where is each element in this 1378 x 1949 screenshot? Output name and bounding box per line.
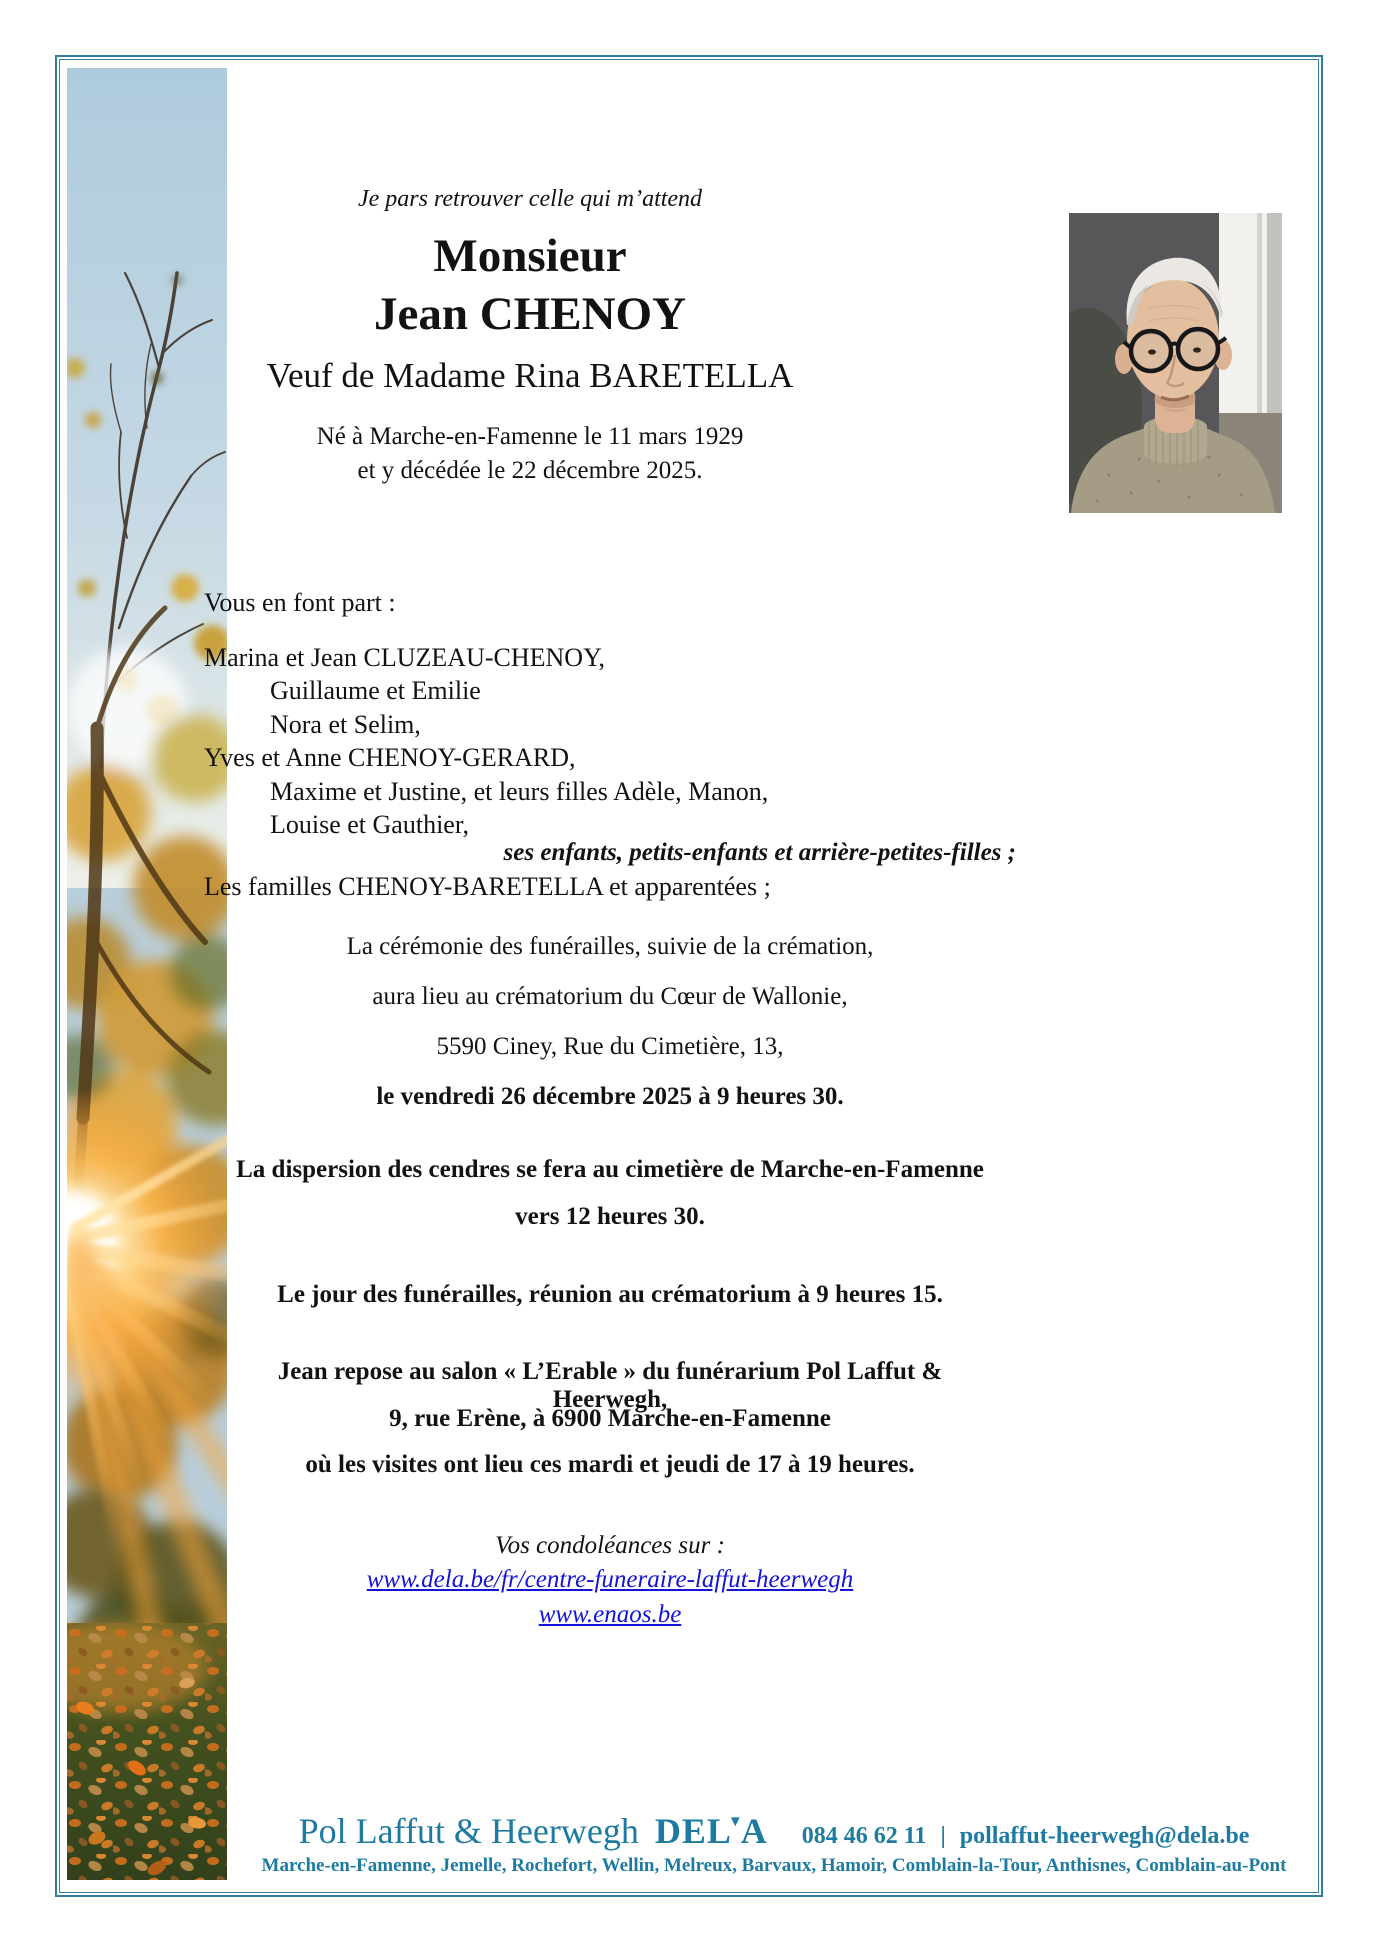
dela-triangle-mark: ▼ bbox=[727, 1814, 744, 1830]
condolence-link-row bbox=[230, 1566, 990, 1594]
death-line: et y décédée le 22 décembre 2025. bbox=[357, 457, 703, 484]
condolences-label: Vos condoléances sur : bbox=[495, 1532, 725, 1559]
ceremony-line-2: aura lieu au crématorium du Cœur de Wallonie, bbox=[372, 983, 848, 1010]
ceremony-date-line: le vendredi 26 décembre 2025 à 9 heures 30. bbox=[376, 1083, 844, 1110]
repose-line-1: Jean repose au salon « L’Erable » du funérarium Pol Laffut & Heerwegh, bbox=[277, 1358, 943, 1413]
autumn-photo-strip bbox=[67, 68, 227, 1880]
autumn-photo-art bbox=[67, 68, 227, 1880]
reunion-line: Le jour des funérailles, réunion au crématorium à 9 heures 15. bbox=[277, 1281, 943, 1308]
portrait-photo bbox=[1069, 213, 1282, 513]
family-member-line: Guillaume et Emilie bbox=[270, 676, 481, 705]
condolence-link-dela[interactable]: www.dela.be/fr/centre-funeraire-laffut-heerwegh bbox=[366, 1566, 854, 1593]
memorial-quote: Je pars retrouver celle qui m’attend bbox=[357, 186, 703, 212]
deceased-name: Jean CHENOY bbox=[373, 288, 687, 340]
condolence-link-row bbox=[230, 1601, 990, 1629]
civility-title: Monsieur bbox=[433, 230, 627, 282]
dispersion-line-1: La dispersion des cendres se fera au cimetière de Marche-en-Famenne bbox=[236, 1156, 984, 1183]
family-closing-line: ses enfants, petits-enfants et arrière-petites-filles ; bbox=[503, 839, 1016, 866]
repose-line-2: 9, rue Erène, à 6900 Marche-en-Famenne bbox=[389, 1405, 831, 1432]
dispersion-line-2: vers 12 heures 30. bbox=[515, 1203, 705, 1230]
footer-brand-line bbox=[229, 1810, 1319, 1852]
family-member-line: Maxime et Justine, et leurs filles Adèle, Manon, bbox=[270, 777, 769, 806]
related-families-line: Les familles CHENOY-BARETELLA et apparentées ; bbox=[204, 872, 771, 901]
spouse-line: Veuf de Madame Rina BARETELLA bbox=[266, 356, 794, 395]
footer-cities: Marche-en-Famenne, Jemelle, Rochefort, Wellin, Melreux, Barvaux, Hamoir, Comblain-la-Tour, Anthisnes, Comblain-au-Pont bbox=[261, 1855, 1287, 1876]
birth-line: Né à Marche-en-Famenne le 11 mars 1929 bbox=[316, 423, 744, 450]
family-member-line: Marina et Jean CLUZEAU-CHENOY, bbox=[204, 643, 605, 672]
ceremony-line-1: La cérémonie des funérailles, suivie de la crémation, bbox=[346, 933, 874, 960]
dela-logo: DEL▼A bbox=[654, 1811, 768, 1851]
footer-phone: 084 46 62 11 bbox=[801, 1823, 927, 1849]
announcement-intro: Vous en font part : bbox=[204, 588, 396, 617]
footer-email[interactable]: pollaffut-heerwegh@dela.be bbox=[959, 1823, 1250, 1849]
family-member-line: Yves et Anne CHENOY-GERARD, bbox=[204, 743, 576, 772]
footer-separator: | bbox=[940, 1823, 946, 1849]
family-member-line: Nora et Selim, bbox=[270, 710, 421, 739]
footer-contact bbox=[802, 1823, 1250, 1849]
family-member-line: Louise et Gauthier, bbox=[270, 810, 469, 839]
repose-line-3: où les visites ont lieu ces mardi et jeudi de 17 à 19 heures. bbox=[305, 1451, 915, 1478]
condolence-link-enaos[interactable]: www.enaos.be bbox=[538, 1601, 682, 1628]
portrait-art bbox=[1069, 213, 1282, 513]
ceremony-line-3: 5590 Ciney, Rue du Cimetière, 13, bbox=[436, 1033, 784, 1060]
funeral-home-brand: Pol Laffut & Heerwegh bbox=[298, 1811, 639, 1851]
